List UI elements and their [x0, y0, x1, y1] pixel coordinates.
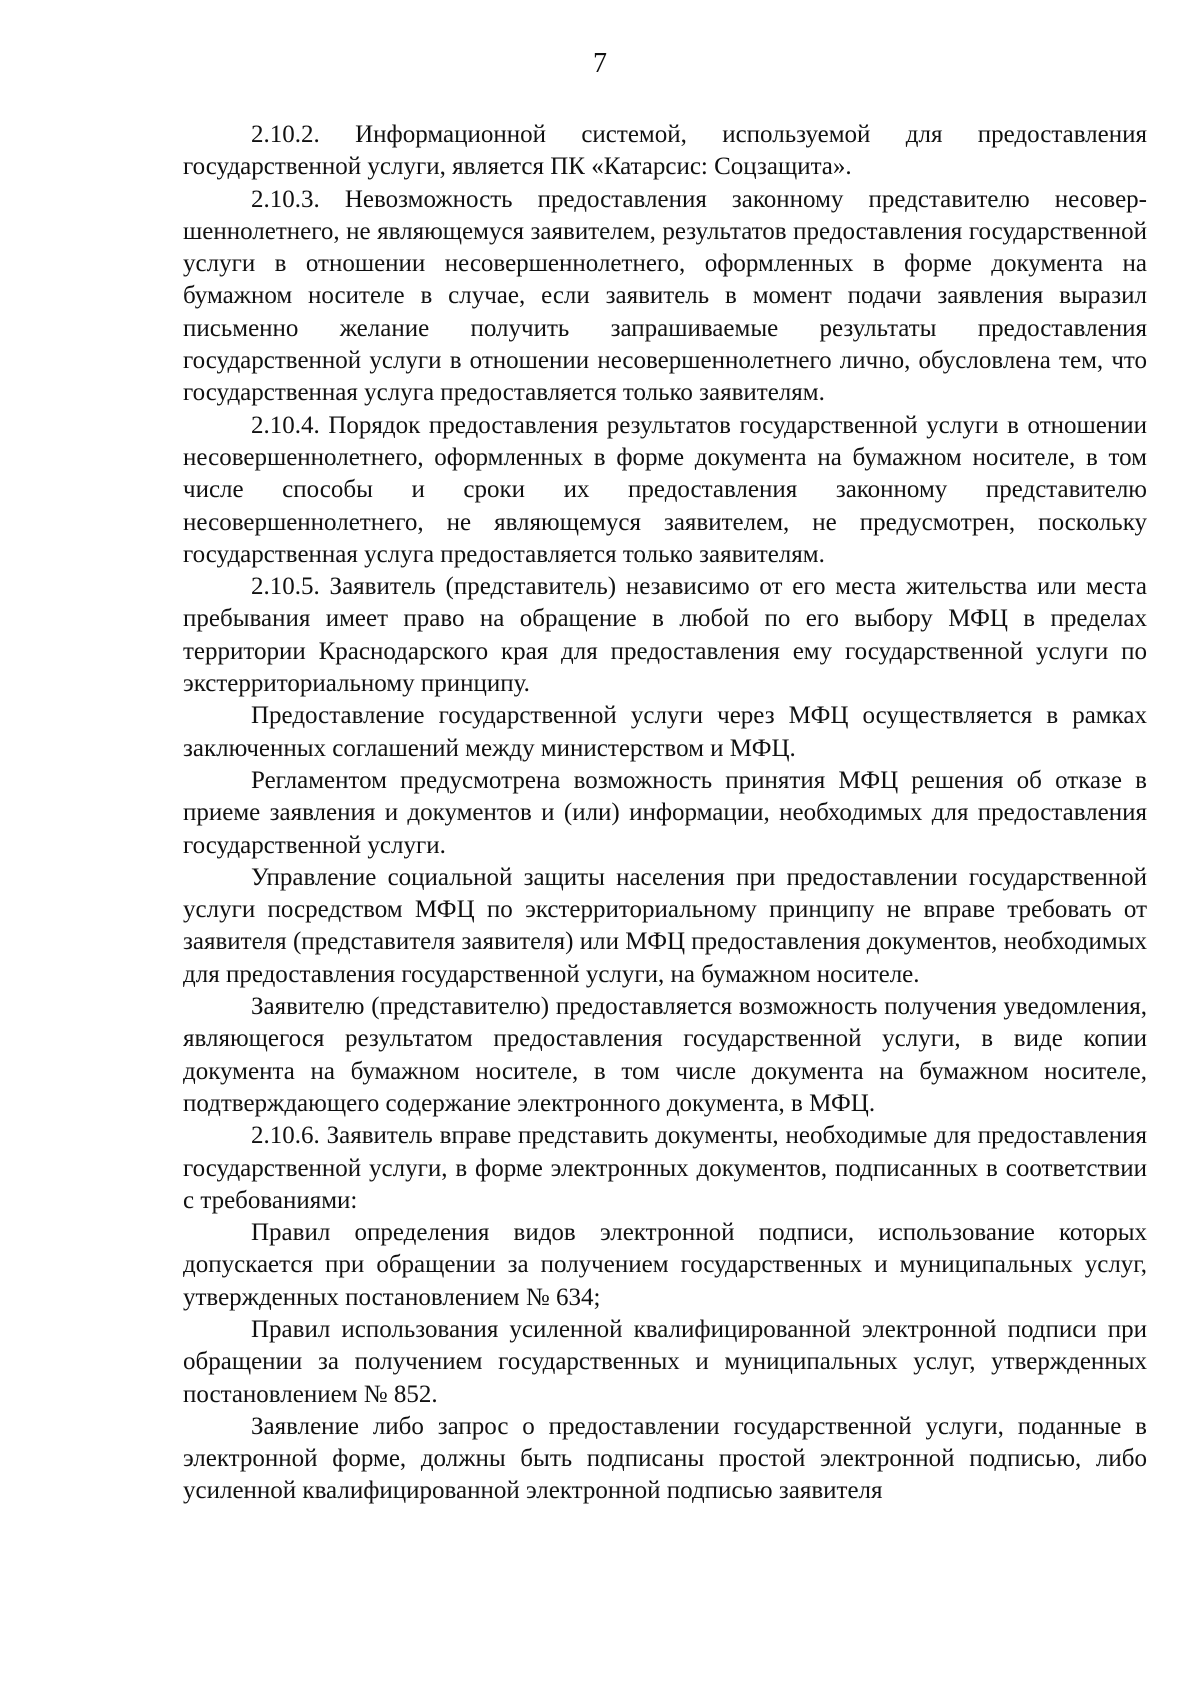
paragraph-2-10-5: 2.10.5. Заявитель (представитель) независимо от его места жительства или места пребывания имеет право на обращение в любой по его выбору МФЦ в пределах территории Краснодарского края для предоставления ему государственной услуги по экстерриториальному принципу.	[183, 573, 1147, 698]
paragraph-refusal-decision: Регламентом предусмотрена возможность принятия МФЦ решения об отказе в приеме заявления и документов и (или) информации, необходимых для предоставления государственной услуги.	[183, 766, 1147, 859]
page-number: 7	[593, 48, 607, 79]
paragraph-2-10-4: 2.10.4. Порядок предоставления результатов государственной услуги в отношении несовершеннолетнего, оформленных в форме документа на бумажном носителе, в том числе способы и сроки их предоставления законному представителю несовершеннолетнего, не являющемуся заявителем, не предусмотрен, поскольку государственная услуга предоставляется только заявителям.	[183, 411, 1147, 568]
paragraph-social-protection: Управление социальной защиты населения при предоставлении государственной услуги посредством МФЦ по экстерриториальному принципу не вправе требовать от заявителя (представителя заявителя) или МФЦ предоставления документов, необходимых для предоставления государственной услуги, на бумажном носителе.	[183, 863, 1147, 988]
paragraph-mfc-agreements: Предоставление государственной услуги через МФЦ осуществляется в рамках заключенных соглашений между министерством и МФЦ.	[183, 702, 1147, 762]
paragraph-2-10-2: 2.10.2. Информационной системой, используемой для предоставления государственной услуги, является ПК «Катарсис: Соцзащита».	[183, 121, 1147, 181]
paragraph-rules-852: Правил использования усиленной квалифицированной электронной подписи при обращении за получением государственных и муниципальных услуг, утвержденных постановлением № 852.	[183, 1315, 1147, 1408]
paragraph-notification-copy: Заявителю (представителю) предоставляется возможность получения уведомления, являющегося результатом предоставления государственной услуги, в виде копии документа на бумажном носителе, в том числе документа на бумажном носителе, подтверждающего содержание электронного документа, в МФЦ.	[183, 993, 1147, 1117]
paragraph-rules-634: Правил определения видов электронной подписи, использование которых допускается при обращении за получением государственных и муниципальных услуг, утвержденных постановлением № 634;	[183, 1219, 1147, 1311]
paragraph-2-10-3: 2.10.3. Невозможность предоставления законному представителю несовершеннолетнего, не являющемуся заявителем, результатов предоставления государственной услуги в отношении несовершеннолетнего, оформленных в форме документа на бумажном носителе в случае, если заявитель в момент подачи заявления выразил письменно желание получить запрашиваемые результаты предоставления государственной услуги в отношении несовершеннолетнего лично, обусловлена тем, что государственная услуга предоставляется только заявителям.	[183, 185, 1147, 407]
document-body	[183, 119, 1147, 1508]
paragraph-electronic-signature: Заявление либо запрос о предоставлении государственной услуги, поданные в электронной форме, должны быть подписаны простой электронной подписью, либо усиленной квалифицированной электронной подписью заявителя	[183, 1412, 1147, 1505]
paragraph-2-10-6: 2.10.6. Заявитель вправе представить документы, необходимые для предоставления государственной услуги, в форме электронных документов, подписанных в соответствии с требованиями:	[183, 1122, 1147, 1214]
